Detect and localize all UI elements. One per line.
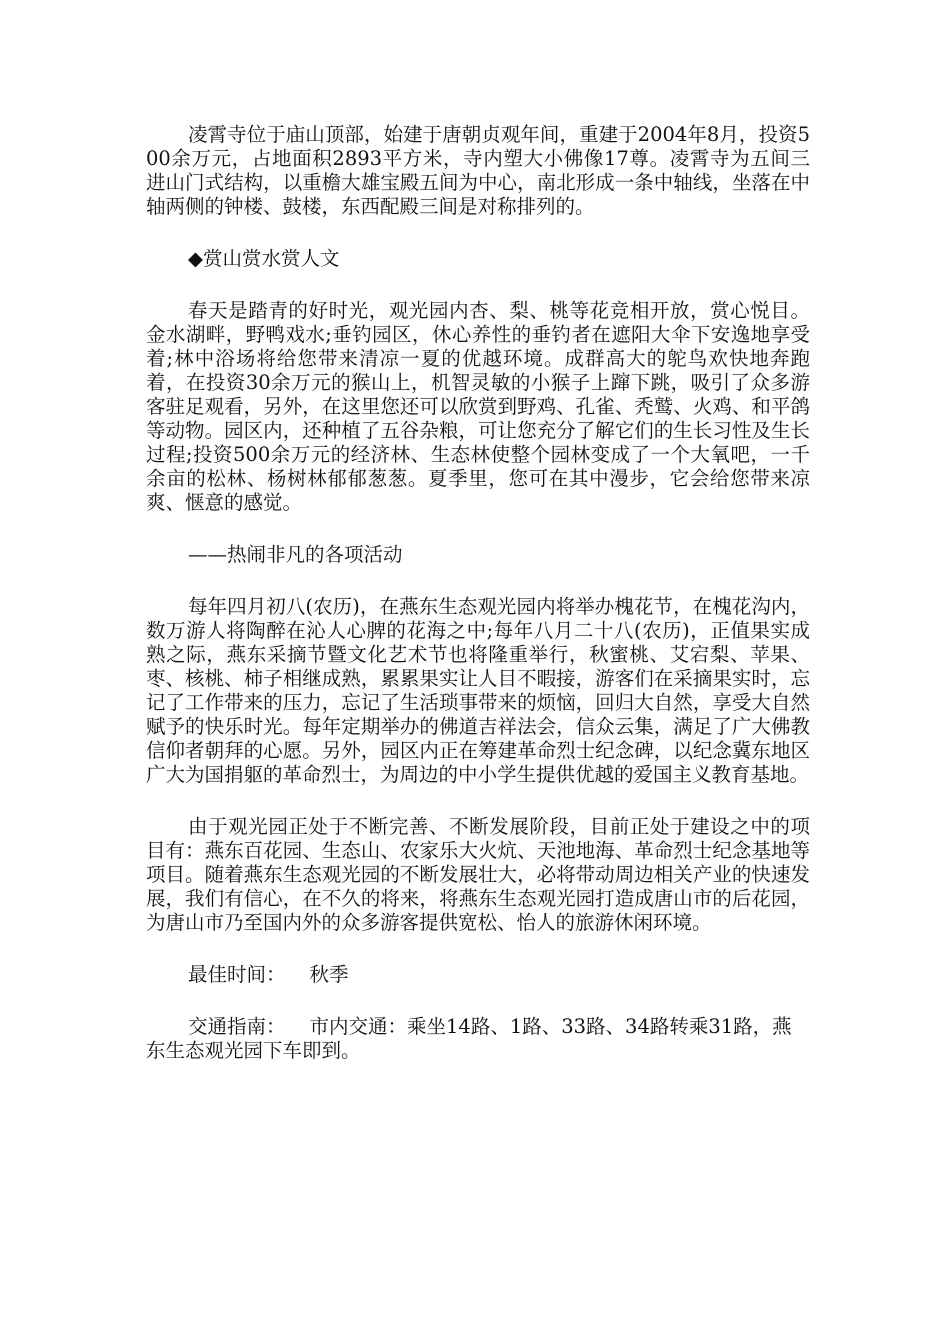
paragraph-development: 由于观光园正处于不断完善、不断发展阶段，目前正处于建设之中的项目有：燕东百花园、生态山、农家乐大火炕、天池地海、革命烈士纪念基地等项目。随着燕东生态观光园的不断发展壮大，必将带动周边相关产业的快速发展，我们有信心，在不久的将来，将燕东生态观光园打造成唐山市的后花园，为唐山市乃至国内外的众多游客提供宽松、怡人的旅游休闲环境。 bbox=[146, 815, 810, 934]
best-time-value: 秋季 bbox=[309, 963, 349, 986]
best-time-label: 最佳时间： bbox=[188, 963, 286, 986]
transport-line bbox=[146, 1015, 810, 1063]
transport-value: 市内交通：乘坐14路、1路、33路、34路转乘31路，燕东生态观光园下车即到。 bbox=[146, 1015, 792, 1062]
paragraph-festival: 每年四月初八(农历)，在燕东生态观光园内将举办槐花节，在槐花沟内，数万游人将陶醉在沁人心脾的花海之中;每年八月二十八(农历)，正值果实成熟之际，燕东采摘节暨文化艺术节也将隆重举行，秋蜜桃、艾宕梨、苹果、枣、核桃、柿子相继成熟，累累果实让人目不暇接，游客们在采摘果实时，忘记了工作带来的压力，忘记了生活琐事带来的烦恼，回归大自然，享受大自然赋予的快乐时光。每年定期举办的佛道吉祥法会，信众云集，满足了广大佛教信仰者朝拜的心愿。另外，园区内正在筹建革命烈士纪念碑，以纪念冀东地区广大为国捐躯的革命烈士，为周边的中小学生提供优越的爱国主义教育基地。 bbox=[146, 595, 810, 786]
paragraph-temple: 凌霄寺位于庙山顶部，始建于唐朝贞观年间，重建于2004年8月，投资500余万元，占地面积2893平方米，寺内塑大小佛像17尊。凌霄寺为五间三进山门式结构，以重檐大雄宝殿五间为中心，南北形成一条中轴线，坐落在中轴两侧的钟楼、鼓楼，东西配殿三间是对称排列的。 bbox=[146, 123, 810, 218]
transport-label: 交通指南： bbox=[188, 1015, 286, 1038]
heading-activities: ——热闹非凡的各项活动 bbox=[188, 543, 403, 566]
best-time-line bbox=[146, 963, 810, 987]
heading-scenery: ◆赏山赏水赏人文 bbox=[188, 247, 340, 270]
paragraph-spring: 春天是踏青的好时光，观光园内杏、梨、桃等花竞相开放，赏心悦目。金水湖畔，野鸭戏水;垂钓园区，休心养性的垂钓者在遮阳大伞下安逸地享受着;林中浴场将给您带来清凉一夏的优越环境。成群高大的鸵鸟欢快地奔跑着，在投资30余万元的猴山上，机智灵敏的小猴子上蹿下跳，吸引了众多游客驻足观看，另外，在这里您还可以欣赏到野鸡、孔雀、秃鹫、火鸡、和平鸽等动物。园区内，还种植了五谷杂粮，可让您充分了解它们的生长习性及生长过程;投资500余万元的经济林、生态林使整个园林变成了一个大氧吧，一千余亩的松林、杨树林郁郁葱葱。夏季里，您可在其中漫步，它会给您带来凉爽、惬意的感觉。 bbox=[146, 299, 810, 514]
document-page bbox=[146, 123, 810, 1091]
